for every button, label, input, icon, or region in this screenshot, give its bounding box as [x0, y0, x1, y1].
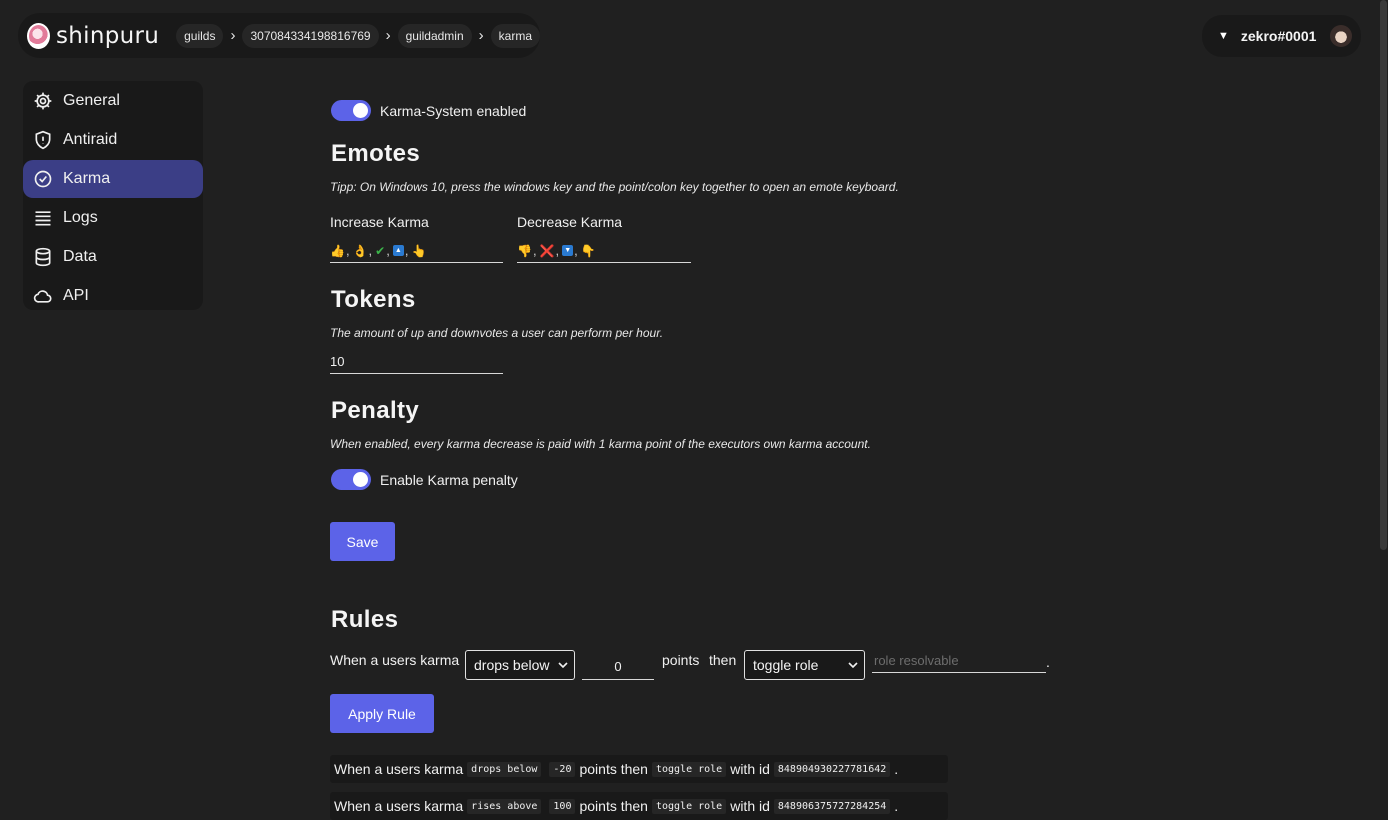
rule-list-item [330, 792, 948, 820]
rule-points-label: points [662, 652, 700, 668]
apply-rule-button[interactable]: Apply Rule [330, 694, 434, 733]
up-button-icon: ▲ [393, 245, 404, 256]
karma-enabled-toggle[interactable] [331, 100, 371, 121]
list-icon [33, 208, 53, 228]
pointing-down-icon: 👇 [580, 243, 596, 258]
karma-enabled-row [331, 100, 526, 121]
rule-action-code: toggle role [652, 799, 726, 814]
brand-name[interactable]: shinpuru [55, 22, 160, 49]
sidebar-item-label: Karma [63, 170, 111, 187]
thumbs-up-icon: 👍 [330, 243, 345, 258]
rule-text: points then [579, 761, 648, 777]
penalty-row [331, 469, 518, 490]
tokens-heading: Tokens [331, 286, 416, 313]
rule-points-input[interactable] [582, 654, 654, 680]
sidebar-item-label: Data [63, 248, 97, 265]
breadcrumb-guild-id[interactable]: 307084334198816769 [242, 24, 378, 48]
rule-id-code: 848906375727284254 [774, 799, 890, 814]
shield-icon [33, 130, 53, 150]
sidebar-item-data[interactable] [23, 238, 203, 276]
rule-text: with id [730, 798, 770, 814]
rule-text: points then [579, 798, 648, 814]
rule-suffix: . [1046, 654, 1050, 670]
penalty-toggle-label: Enable Karma penalty [380, 471, 518, 488]
brand-bar [18, 13, 540, 58]
sidebar-item-api[interactable] [23, 277, 203, 315]
sidebar-item-general[interactable] [23, 82, 203, 120]
emotes-heading: Emotes [331, 140, 421, 167]
rule-trigger-value: drops below [474, 657, 550, 673]
increase-karma-label: Increase Karma [330, 214, 429, 230]
rule-id-code: 848904930227781642 [774, 762, 890, 777]
decrease-karma-input[interactable]: 👎 , ❌ , ▼ , 👇 [517, 239, 691, 263]
karma-enabled-label: Karma-System enabled [380, 102, 527, 119]
scrollbar[interactable] [1378, 0, 1388, 815]
rule-trigger-code: drops below [467, 762, 541, 777]
chevron-right-icon: › [385, 27, 391, 44]
rule-target-placeholder: role resolvable [874, 653, 959, 668]
chevron-down-icon [848, 660, 858, 670]
rule-text: . [894, 798, 899, 814]
cross-mark-icon: ❌ [539, 243, 555, 258]
rule-text: When a users karma [334, 761, 464, 777]
breadcrumb-guilds[interactable]: guilds [176, 24, 223, 48]
sidebar-item-antiraid[interactable] [23, 121, 203, 159]
sidebar [23, 81, 203, 310]
tokens-hint: The amount of up and downvotes a user can perform per hour. [330, 326, 664, 340]
sidebar-item-karma[interactable] [23, 160, 203, 198]
database-icon [33, 247, 53, 267]
username[interactable]: zekro#0001 [1240, 28, 1317, 44]
thumbs-down-icon: 👎 [517, 243, 532, 258]
check-circle-icon [33, 169, 53, 189]
scrollbar-thumb[interactable] [1380, 0, 1387, 550]
emotes-hint: Tipp: On Windows 10, press the windows key and the point/colon key together to open an emote keyboard. [330, 180, 899, 194]
penalty-hint: When enabled, every karma decrease is paid with 1 karma point of the executors own karma account. [330, 437, 871, 451]
avatar[interactable] [1330, 25, 1352, 47]
rule-points-value: 0 [614, 659, 622, 674]
tokens-input[interactable] [330, 350, 503, 374]
rules-heading: Rules [331, 606, 399, 633]
check-mark-icon: ✔ [375, 243, 386, 258]
chevron-right-icon: › [230, 27, 236, 44]
rule-then-label: then [709, 652, 737, 668]
rule-action-code: toggle role [652, 762, 726, 777]
cloud-icon [33, 286, 53, 306]
rule-action-select[interactable] [744, 650, 865, 680]
down-button-icon: ▼ [562, 245, 573, 256]
penalty-heading: Penalty [331, 397, 420, 424]
breadcrumb-guildadmin[interactable]: guildadmin [398, 24, 472, 48]
breadcrumb-karma[interactable]: karma [491, 24, 540, 48]
rule-prefix-label: When a users karma [330, 652, 460, 668]
rule-value-code: 100 [549, 799, 575, 814]
rule-text: . [894, 761, 899, 777]
sidebar-item-label: API [63, 287, 89, 304]
chevron-right-icon: › [478, 27, 484, 44]
rule-value-code: -20 [549, 762, 575, 777]
rule-text: with id [730, 761, 770, 777]
decrease-karma-label: Decrease Karma [517, 214, 623, 230]
gear-icon [33, 91, 53, 111]
tokens-value: 10 [330, 354, 345, 369]
rule-trigger-code: rises above [467, 799, 541, 814]
rule-action-value: toggle role [753, 657, 819, 673]
rule-target-input[interactable] [872, 649, 1046, 673]
rule-list-item [330, 755, 948, 783]
rule-text: When a users karma [334, 798, 464, 814]
caret-down-icon[interactable]: ▼ [1218, 30, 1229, 42]
ok-hand-icon: 👌 [352, 243, 368, 258]
user-menu[interactable] [1202, 15, 1361, 57]
breadcrumb [176, 24, 540, 48]
chevron-down-icon [558, 660, 568, 670]
rule-trigger-select[interactable] [465, 650, 575, 680]
logo-icon[interactable] [27, 23, 50, 49]
sidebar-item-logs[interactable] [23, 199, 203, 237]
sidebar-item-label: General [63, 92, 120, 109]
save-button[interactable]: Save [330, 522, 395, 561]
increase-karma-input[interactable]: 👍 , 👌 , ✔ , ▲ , 👆 [330, 239, 503, 263]
penalty-toggle[interactable] [331, 469, 371, 490]
sidebar-item-label: Antiraid [63, 131, 118, 148]
pointing-up-icon: 👆 [411, 243, 427, 258]
sidebar-item-label: Logs [63, 209, 98, 226]
